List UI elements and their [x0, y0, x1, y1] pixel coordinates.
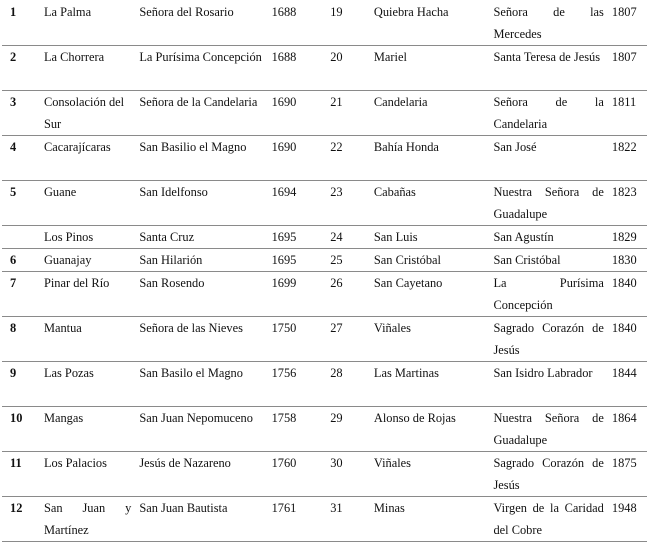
year-right: 1822	[608, 136, 647, 181]
town-left: Cacarajícaras	[40, 136, 135, 181]
year-right: 1807	[608, 1, 647, 46]
patron-left: Jesús de Nazareno	[135, 452, 267, 497]
row-number-left: 4	[2, 136, 40, 181]
patron-left: San Hilarión	[135, 249, 267, 272]
row-number-right: 24	[326, 226, 370, 249]
year-left: 1750	[268, 317, 327, 362]
patron-right: Sagrado Corazón de Jesús	[489, 317, 607, 362]
year-left: 1756	[268, 362, 327, 407]
town-left: Mangas	[40, 407, 135, 452]
patron-left: San Rosendo	[135, 272, 267, 317]
town-right: San Cayetano	[370, 272, 490, 317]
town-right: Cabañas	[370, 181, 490, 226]
town-left: Los Palacios	[40, 452, 135, 497]
row-number-left: 5	[2, 181, 40, 226]
row-number-right: 31	[326, 497, 370, 542]
row-number-right: 25	[326, 249, 370, 272]
patron-right: Señora de las Mercedes	[489, 1, 607, 46]
year-right: 1844	[608, 362, 647, 407]
row-number-right: 22	[326, 136, 370, 181]
patron-right: Señora de la Candelaria	[489, 91, 607, 136]
patron-left: Señora de las Nieves	[135, 317, 267, 362]
year-left: 1690	[268, 91, 327, 136]
town-right: Viñales	[370, 452, 490, 497]
patron-left: Señora de la Candelaria	[135, 91, 267, 136]
town-left: Mantua	[40, 317, 135, 362]
table-row	[2, 407, 647, 452]
town-right: Las Martinas	[370, 362, 490, 407]
row-number-left: 2	[2, 46, 40, 91]
row-number-left: 8	[2, 317, 40, 362]
row-number-left: 7	[2, 272, 40, 317]
patron-left: La Purísima Concepción	[135, 46, 267, 91]
patron-right: Santa Teresa de Jesús	[489, 46, 607, 91]
patron-right: La Purísima Concepción	[489, 272, 607, 317]
year-left: 1695	[268, 249, 327, 272]
parishes-table	[2, 1, 647, 542]
patron-left: Señora del Rosario	[135, 1, 267, 46]
year-right: 1840	[608, 317, 647, 362]
table-row	[2, 1, 647, 46]
town-left: Guane	[40, 181, 135, 226]
town-left: Pinar del Río	[40, 272, 135, 317]
table-row	[2, 249, 647, 272]
town-right: San Cristóbal	[370, 249, 490, 272]
town-left: San Juan y Martínez	[40, 497, 135, 542]
row-number-right: 23	[326, 181, 370, 226]
town-right: Mariel	[370, 46, 490, 91]
patron-right: San Isidro Labrador	[489, 362, 607, 407]
town-right: Minas	[370, 497, 490, 542]
town-left: La Palma	[40, 1, 135, 46]
town-right: Bahía Honda	[370, 136, 490, 181]
row-number-right: 20	[326, 46, 370, 91]
year-right: 1864	[608, 407, 647, 452]
patron-left: San Basilo el Magno	[135, 362, 267, 407]
row-number-right: 29	[326, 407, 370, 452]
year-left: 1760	[268, 452, 327, 497]
year-left: 1688	[268, 1, 327, 46]
patron-left: San Juan Nepomuceno	[135, 407, 267, 452]
town-right: Alonso de Rojas	[370, 407, 490, 452]
year-right: 1829	[608, 226, 647, 249]
town-right: Candelaria	[370, 91, 490, 136]
patron-left: San Juan Bautista	[135, 497, 267, 542]
row-number-left: 10	[2, 407, 40, 452]
year-right: 1875	[608, 452, 647, 497]
row-number-left: 12	[2, 497, 40, 542]
row-number-right: 26	[326, 272, 370, 317]
table-row	[2, 181, 647, 226]
table-row	[2, 272, 647, 317]
table-row	[2, 91, 647, 136]
town-left: La Chorrera	[40, 46, 135, 91]
patron-left: San Basilio el Magno	[135, 136, 267, 181]
year-left: 1695	[268, 226, 327, 249]
patron-right: Nuestra Señora de Guadalupe	[489, 181, 607, 226]
patron-right: Nuestra Señora de Guadalupe	[489, 407, 607, 452]
table-row	[2, 226, 647, 249]
patron-right: San José	[489, 136, 607, 181]
year-right: 1807	[608, 46, 647, 91]
table-row	[2, 317, 647, 362]
patron-right: San Agustín	[489, 226, 607, 249]
row-number-right: 30	[326, 452, 370, 497]
row-number-left: 9	[2, 362, 40, 407]
table-row	[2, 136, 647, 181]
town-right: Viñales	[370, 317, 490, 362]
year-right: 1823	[608, 181, 647, 226]
patron-right: San Cristóbal	[489, 249, 607, 272]
table-row	[2, 497, 647, 542]
town-left: Los Pinos	[40, 226, 135, 249]
town-right: San Luis	[370, 226, 490, 249]
year-left: 1694	[268, 181, 327, 226]
table-row	[2, 452, 647, 497]
town-left: Guanajay	[40, 249, 135, 272]
row-number-right: 28	[326, 362, 370, 407]
row-number-left: 11	[2, 452, 40, 497]
town-right: Quiebra Hacha	[370, 1, 490, 46]
row-number-right: 27	[326, 317, 370, 362]
row-number-left: 3	[2, 91, 40, 136]
year-right: 1811	[608, 91, 647, 136]
year-left: 1690	[268, 136, 327, 181]
row-number-left: 1	[2, 1, 40, 46]
row-number-left: 6	[2, 249, 40, 272]
year-right: 1948	[608, 497, 647, 542]
table-row	[2, 362, 647, 407]
row-number-left	[2, 226, 40, 249]
year-right: 1840	[608, 272, 647, 317]
table-row	[2, 46, 647, 91]
year-left: 1761	[268, 497, 327, 542]
year-left: 1688	[268, 46, 327, 91]
patron-left: Santa Cruz	[135, 226, 267, 249]
row-number-right: 21	[326, 91, 370, 136]
year-right: 1830	[608, 249, 647, 272]
row-number-right: 19	[326, 1, 370, 46]
patron-right: Sagrado Corazón de Jesús	[489, 452, 607, 497]
patron-right: Virgen de la Caridad del Cobre	[489, 497, 607, 542]
town-left: Las Pozas	[40, 362, 135, 407]
year-left: 1699	[268, 272, 327, 317]
town-left: Consolación del Sur	[40, 91, 135, 136]
year-left: 1758	[268, 407, 327, 452]
patron-left: San Idelfonso	[135, 181, 267, 226]
